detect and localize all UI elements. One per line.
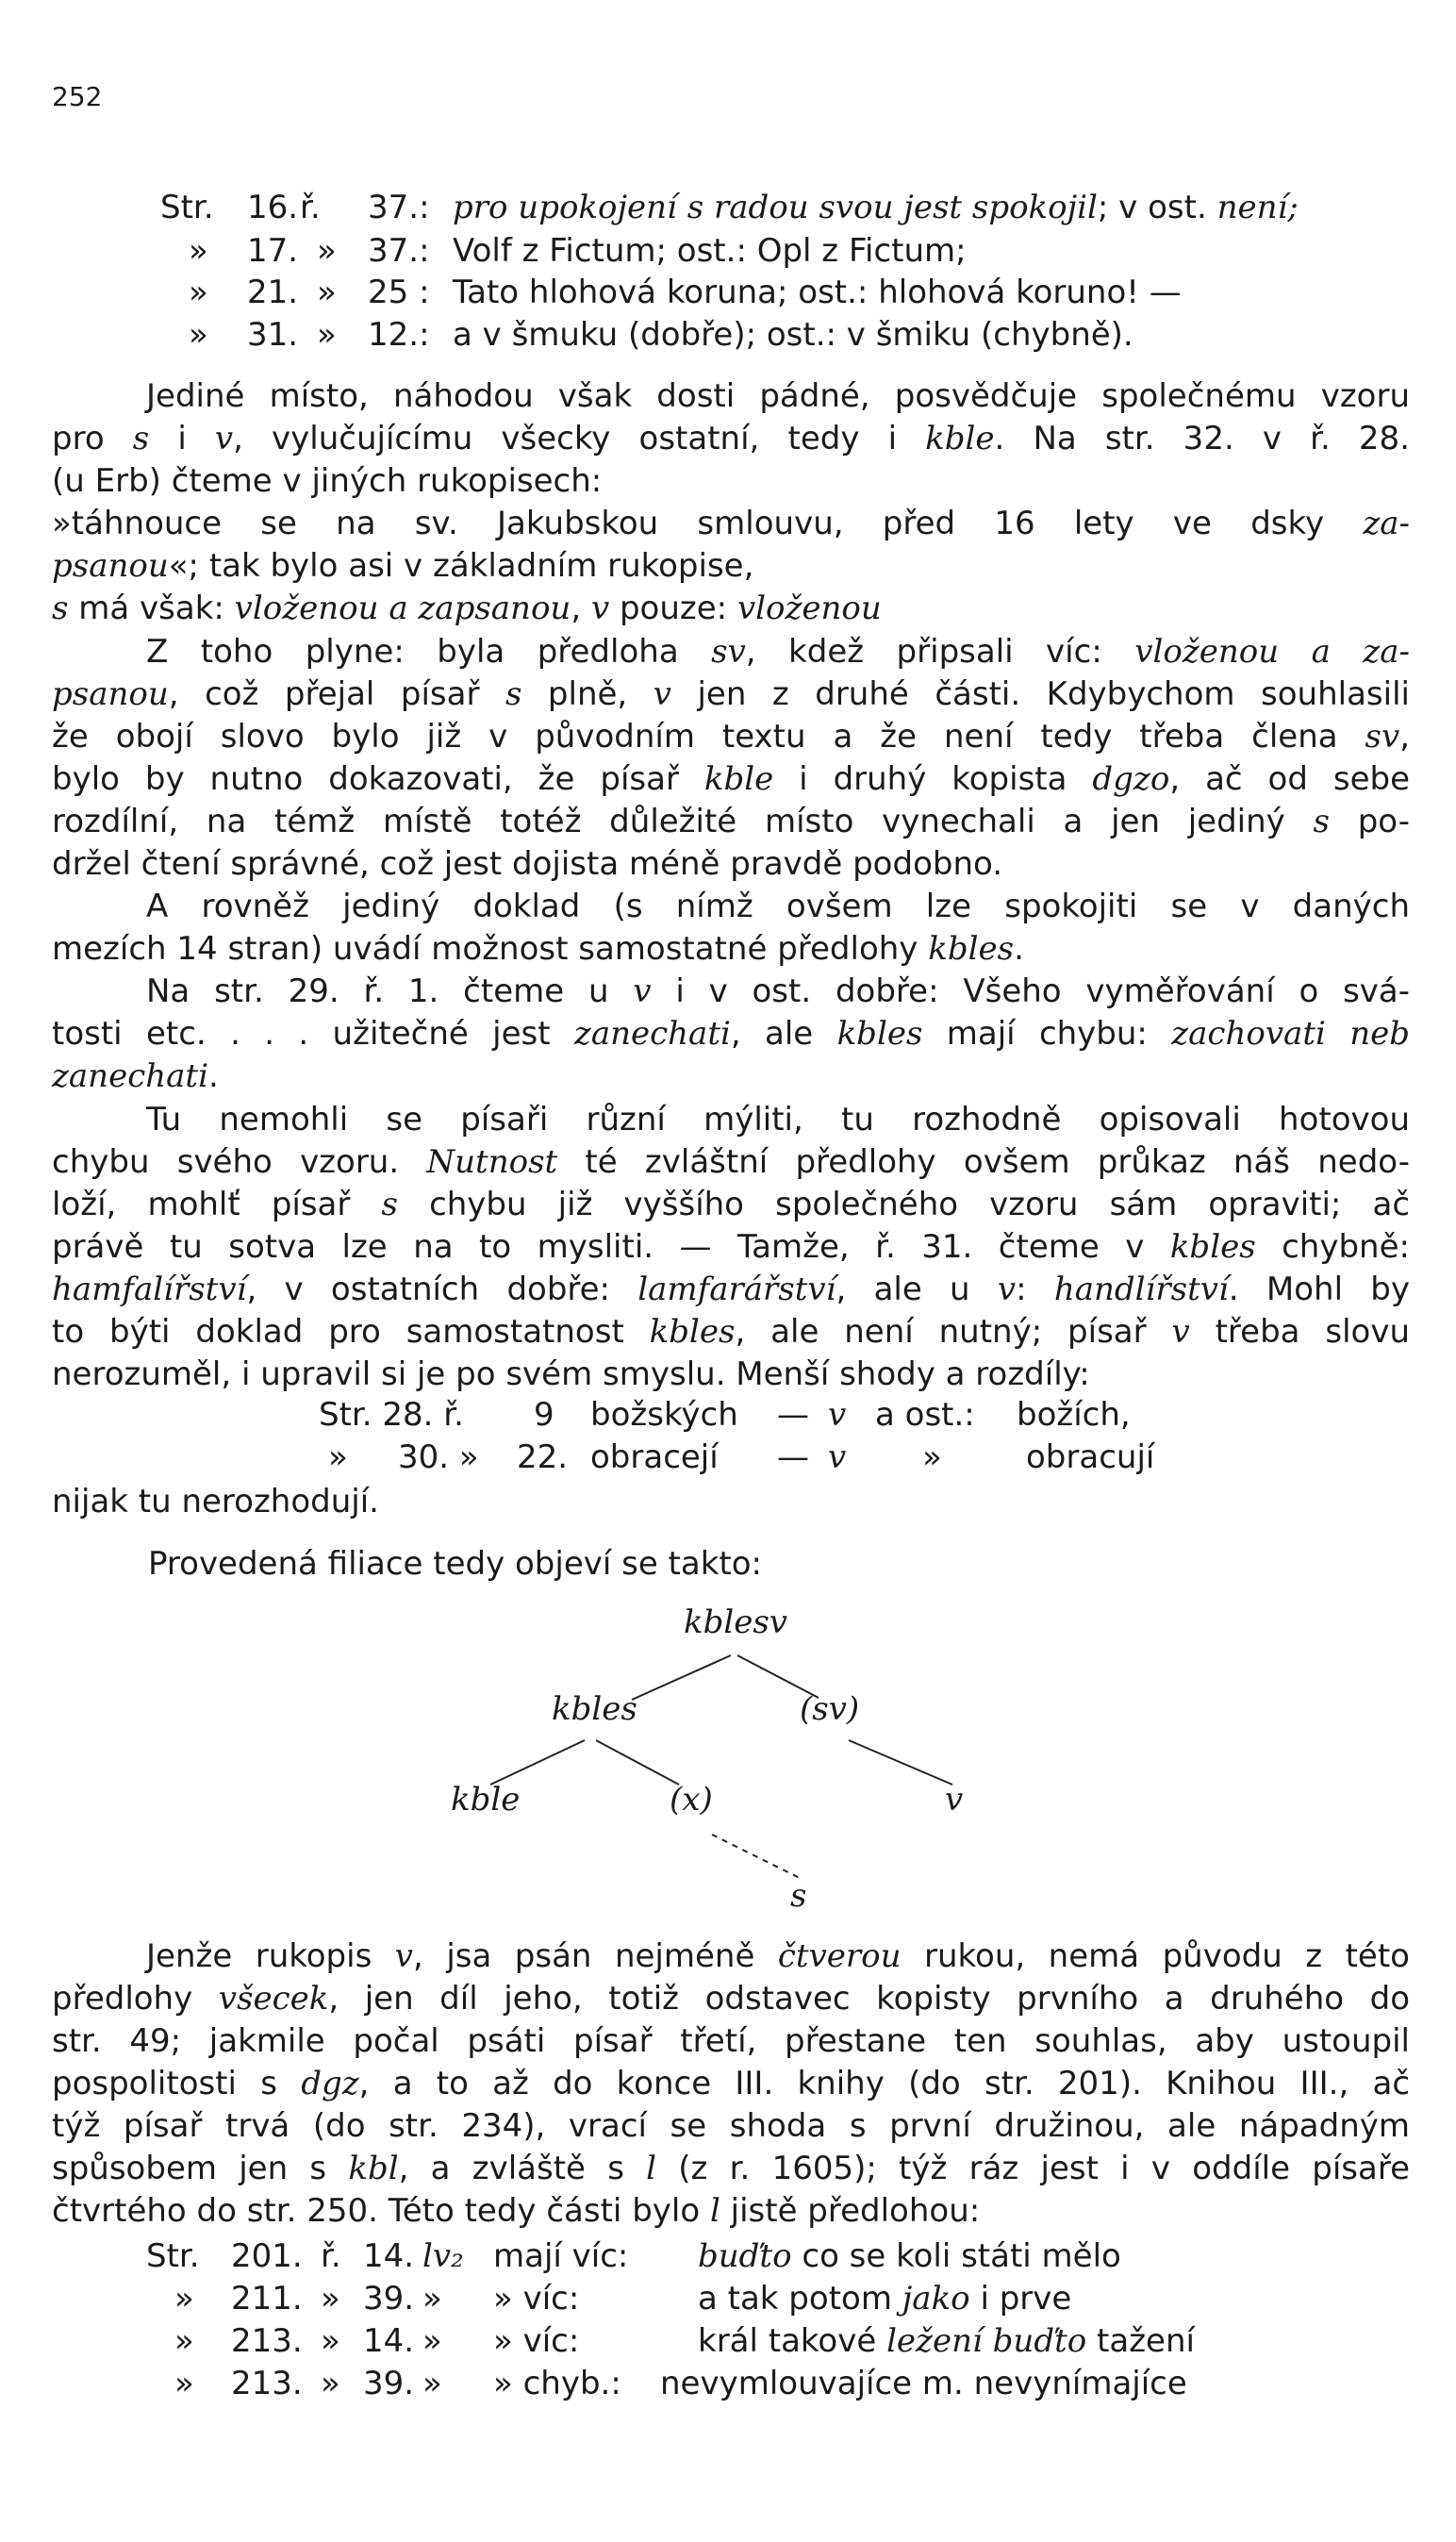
italic-text: není; <box>1216 189 1299 226</box>
page: 30. » <box>398 1438 479 1476</box>
italic-text: hamfalířství <box>52 1271 247 1308</box>
stemma-node: kbles <box>552 1690 637 1728</box>
text-run: , vylučujícímu všecky ostatní, tedy i <box>233 420 926 457</box>
errata-line-mark: » <box>317 274 337 311</box>
errata-page: 16. <box>247 189 299 226</box>
text-run: Z toho plyne: byla předloha <box>146 633 712 671</box>
text-run: po- <box>1329 803 1411 840</box>
text-run: »táhnouce se na sv. Jakubskou smlouvu, před 16 lety ve dsky <box>52 505 1364 542</box>
italic-text: v <box>653 675 671 713</box>
table-cell: » chyb.: <box>493 2365 621 2402</box>
italic-text: vloženou a za- <box>1134 633 1410 671</box>
italic-text: kble <box>925 420 995 457</box>
text-run: tažení <box>1086 2322 1195 2360</box>
table-cell: » víc: <box>493 2280 580 2318</box>
errata-mark: Str. <box>160 189 214 226</box>
page-number: 252 <box>52 81 103 112</box>
italic-text: pro upokojení s radou svou jest spokojil <box>453 189 1098 226</box>
stemma-edge <box>632 1655 731 1700</box>
stemma-edge <box>596 1740 679 1785</box>
text-run: . Mohl by <box>1228 1271 1411 1308</box>
italic-text: kbl <box>348 2150 399 2187</box>
text-run: rukou, nemá původu z této <box>901 1937 1410 1975</box>
italic-text: v <box>997 1271 1017 1308</box>
italic-text: kbles <box>1169 1228 1256 1266</box>
errata-page: 17. <box>247 232 299 270</box>
italic-text: kbles <box>649 1313 736 1351</box>
table-reading <box>698 2237 1121 2275</box>
text-run: a tak potom <box>698 2280 902 2318</box>
italic-text: jako <box>902 2280 970 2318</box>
errata-page: 31. <box>247 316 299 354</box>
errata-line: 12.: <box>368 316 430 354</box>
text-run: , což přejal písař <box>168 675 505 713</box>
italic-text: zanechati <box>573 1015 731 1053</box>
italic-text: v <box>214 420 234 457</box>
italic-text: s <box>505 675 522 713</box>
italic-text: v <box>1171 1313 1190 1351</box>
table-reading <box>660 2365 1187 2402</box>
text-line <box>52 1978 1410 2019</box>
text-run: , jsa psán nejméně <box>413 1937 778 1975</box>
text-run: jen z druhé části. Kdybychom souhlasili <box>670 675 1410 713</box>
text-run: držel čtení správné, což jest dojista méně pravdě podobno. <box>52 845 1003 883</box>
text-run: , ale není nutný; písař <box>735 1313 1172 1351</box>
table-cell: lv₂ <box>422 2237 464 2275</box>
text-run: jistě předlohou: <box>720 2192 981 2230</box>
text-run: i v ost. dobře: Všeho vyměřování o svá- <box>651 972 1410 1010</box>
text-run: Volf z Fictum; ost.: Opl z Fictum; <box>453 232 967 270</box>
text-run: i prve <box>969 2280 1072 2318</box>
ref: Str. 28. ř. <box>319 1396 464 1434</box>
italic-text: l <box>646 2150 657 2187</box>
table-cell: » <box>321 2365 340 2402</box>
table-reading <box>698 2280 1071 2318</box>
stemma-node: v <box>945 1781 964 1819</box>
text-line <box>52 2190 1410 2232</box>
italic-text: ležení buďto <box>886 2322 1087 2360</box>
italic-text: s <box>132 420 150 457</box>
italic-text: s <box>381 1186 398 1223</box>
italic-text: vloženou <box>736 590 882 627</box>
text-run: má však: <box>68 590 235 627</box>
text-run: pro <box>52 420 133 457</box>
text-run: , ale u <box>836 1271 998 1308</box>
text-run: str. 49; jakmile počal psáti písař třetí, přestane ten souhlas, aby ustoupil <box>52 2022 1410 2060</box>
text-run: (z r. 1605); týž ráz jest i v oddíle písaře <box>656 2150 1410 2187</box>
ost: a ost.: <box>875 1396 975 1434</box>
text-run: bylo by nutno dokazovati, že písař <box>52 760 704 798</box>
table-cell: 39. <box>363 2280 415 2318</box>
italic-text: kble <box>703 760 774 798</box>
text-run: týž písař trvá (do str. 234), vrací se shoda s první družinou, ale nápadným <box>52 2107 1410 2145</box>
italic-text: s <box>1313 803 1330 840</box>
text-run: čtvrtého do str. 250. Této tedy části bylo <box>52 2192 710 2230</box>
text-run: . <box>1014 930 1024 968</box>
text-run: Tu nemohli se písaři různí mýliti, tu rozhodně opisovali hotovou <box>146 1101 1410 1138</box>
table-cell: ř. <box>321 2237 341 2275</box>
text-run: , <box>1399 718 1410 756</box>
table-cell: 201. <box>231 2237 303 2275</box>
text-run: : <box>1016 1271 1054 1308</box>
text-run: to býti doklad pro samostatnost <box>52 1313 650 1351</box>
dash: — <box>777 1396 809 1434</box>
text-run: co se koli státi mělo <box>791 2237 1121 2275</box>
reading: obracují <box>1026 1438 1155 1476</box>
italic-text: l <box>709 2192 720 2230</box>
errata-line: 25 : <box>368 274 430 311</box>
table-cell: » <box>422 2280 442 2318</box>
table-cell: » víc: <box>493 2322 580 2360</box>
table-cell: » <box>422 2365 442 2402</box>
errata-page: 21. <box>247 274 299 311</box>
text-run: chybně: <box>1255 1228 1410 1266</box>
errata-line-mark: ř. <box>300 189 321 226</box>
text-run: chybu svého vzoru. <box>52 1143 427 1181</box>
italic-text: psanou <box>52 675 169 713</box>
text-run: i <box>149 420 215 457</box>
table-cell: 213. <box>231 2365 303 2402</box>
italic-text: Nutnost <box>426 1143 558 1181</box>
errata-mark: » <box>189 232 208 270</box>
siglum: v <box>828 1396 847 1434</box>
ref: » <box>328 1438 348 1476</box>
italic-text: vloženou a zapsanou <box>234 590 571 627</box>
table-cell: 14. <box>363 2237 415 2275</box>
italic-text: kbles <box>836 1015 923 1053</box>
text-run: Na str. 29. ř. 1. čteme u <box>146 972 634 1010</box>
text-run: loží, mohlť písař <box>52 1186 382 1223</box>
text-run: pospolitosti s <box>52 2065 302 2102</box>
text-run: Tato hlohová koruna; ost.: hlohová koruno! — <box>453 274 1182 311</box>
errata-line-mark: » <box>317 232 337 270</box>
italic-text: v <box>394 1937 414 1975</box>
stemma-node: kblesv <box>684 1603 788 1641</box>
text-run: a v šmuku (dobře); ost.: v šmiku (chybně). <box>453 316 1133 354</box>
text-run: i druhý kopista <box>773 760 1093 798</box>
italic-text: v <box>590 590 610 627</box>
text-run: , <box>571 590 591 627</box>
text-run: . Na str. 32. v ř. 28. <box>994 420 1410 457</box>
stemma-edge <box>849 1740 952 1785</box>
table-reading <box>698 2322 1195 2360</box>
text-run: , ale <box>730 1015 837 1053</box>
text-run: , v ostatních dobře: <box>246 1271 638 1308</box>
table-cell: » <box>174 2280 194 2318</box>
italic-text: sv <box>711 633 746 671</box>
text-run: tosti etc. . . . užitečné jest <box>52 1015 574 1053</box>
text-run: . <box>207 1057 219 1095</box>
text-run: mezích 14 stran) uvádí možnost samostatné předlohy <box>52 930 929 968</box>
text-run: předlohy <box>52 1980 219 2018</box>
text-run: , kdež připsali víc: <box>745 633 1135 671</box>
stemma-node: s <box>790 1877 807 1915</box>
text-run: , ač od sebe <box>1169 760 1410 798</box>
text-run: , a zvláště s <box>398 2150 647 2187</box>
italic-text: čtverou <box>777 1937 902 1975</box>
text-run: třeba slovu <box>1189 1313 1410 1351</box>
table-cell: » <box>174 2365 194 2402</box>
text-run: nerozuměl, i upravil si je po svém smyslu. Menší shody a rozdíly: <box>52 1355 1090 1393</box>
italic-text: psanou <box>52 547 169 585</box>
text-run: plně, <box>521 675 654 713</box>
text-run: «; tak bylo asi v základním rukopise, <box>168 547 754 585</box>
text-run: spůsobem jen s <box>52 2150 349 2187</box>
text-run: Jediné místo, náhodou však dosti pádné, posvědčuje společnému vzoru <box>146 377 1410 415</box>
table-cell: » <box>174 2322 194 2360</box>
text-run: , a to až do konce III. knihy (do str. 201). Knihou III., ač <box>358 2065 1411 2102</box>
line: 9 <box>534 1396 554 1434</box>
italic-text: handlířství <box>1053 1271 1229 1308</box>
text-line <box>52 2063 1410 2104</box>
text-run: právě tu sotva lze na to mysliti. — Tamže, ř. 31. čteme v <box>52 1228 1170 1266</box>
italic-text: zanechati <box>52 1057 208 1095</box>
text-line <box>52 2020 1410 2062</box>
text-run: rozdílní, na témž místě totéž důležité místo vynechali a jen jediný <box>52 803 1314 840</box>
italic-text: buďto <box>698 2237 792 2275</box>
errata-line: 37.: <box>368 189 430 226</box>
errata-line-mark: » <box>317 316 337 354</box>
reading: božích, <box>1017 1396 1131 1434</box>
italic-text: v <box>633 972 652 1010</box>
table-cell: 211. <box>231 2280 303 2318</box>
text-run: král takové <box>698 2322 887 2360</box>
table-cell: » <box>321 2280 340 2318</box>
reading: božských <box>590 1396 738 1434</box>
italic-text: dgzo <box>1092 760 1170 798</box>
text-run: té zvláštní předlohy ovšem průkaz náš nedo- <box>557 1143 1411 1181</box>
text-line <box>52 2148 1410 2189</box>
text-run: (u Erb) čteme v jiných rukopisech: <box>52 462 603 500</box>
text-line <box>52 2105 1410 2147</box>
table-cell: 213. <box>231 2322 303 2360</box>
stemma-node: (x) <box>670 1781 713 1819</box>
table-cell: 39. <box>363 2365 415 2402</box>
errata-line: 37.: <box>368 232 430 270</box>
text-run: že obojí slovo bylo již v původním textu a že není tedy třeba člena <box>52 718 1365 756</box>
italic-text: dgz <box>301 2065 359 2102</box>
text-line: nijak tu nerozhodují. <box>52 1483 379 1520</box>
text-run: nevymlouvajíce m. nevynímajíce <box>660 2365 1187 2402</box>
text-run: A rovněž jediný doklad (s nímž ovšem lze spokojiti se v daných <box>146 888 1410 925</box>
text-run: chybu již vyššího společného vzoru sám opraviti; ač <box>397 1186 1411 1223</box>
line: 22. <box>517 1438 569 1476</box>
text-run: mají chybu: <box>922 1015 1172 1053</box>
italic-text: kbles <box>928 930 1015 968</box>
text-line: Provedená filiace tedy objeví se takto: <box>148 1545 762 1583</box>
stemma-node: (sv) <box>800 1690 860 1728</box>
stemma-node: kble <box>451 1781 521 1819</box>
table-cell: Str. <box>146 2237 200 2275</box>
table-cell: mají víc: <box>493 2237 629 2275</box>
table-cell: 14. <box>363 2322 415 2360</box>
text-run: , jen díl jeho, totiž odstavec kopisty prvního a druhého do <box>328 1980 1410 2018</box>
errata-mark: » <box>189 316 208 354</box>
siglum: v <box>828 1438 847 1476</box>
table-cell: » <box>422 2322 442 2360</box>
text-line <box>146 1936 1410 1977</box>
stemma-edge <box>490 1740 585 1785</box>
italic-text: lamfarářství <box>637 1271 836 1308</box>
stemma-edge-dashed <box>712 1835 802 1879</box>
table-cell: » <box>321 2322 340 2360</box>
italic-text: sv <box>1365 718 1400 756</box>
text-run: pouze: <box>609 590 737 627</box>
text-run: ; v ost. <box>1097 189 1217 226</box>
italic-text: s <box>52 590 69 627</box>
same: » <box>922 1438 942 1476</box>
errata-mark: » <box>189 274 208 311</box>
italic-text: za- <box>1363 505 1410 542</box>
italic-text: všecek <box>218 1980 329 2018</box>
text-run: Jenže rukopis <box>146 1937 395 1975</box>
reading: obracejí <box>590 1438 719 1476</box>
dash: — <box>777 1438 809 1476</box>
italic-text: zachovati neb <box>1171 1015 1410 1053</box>
